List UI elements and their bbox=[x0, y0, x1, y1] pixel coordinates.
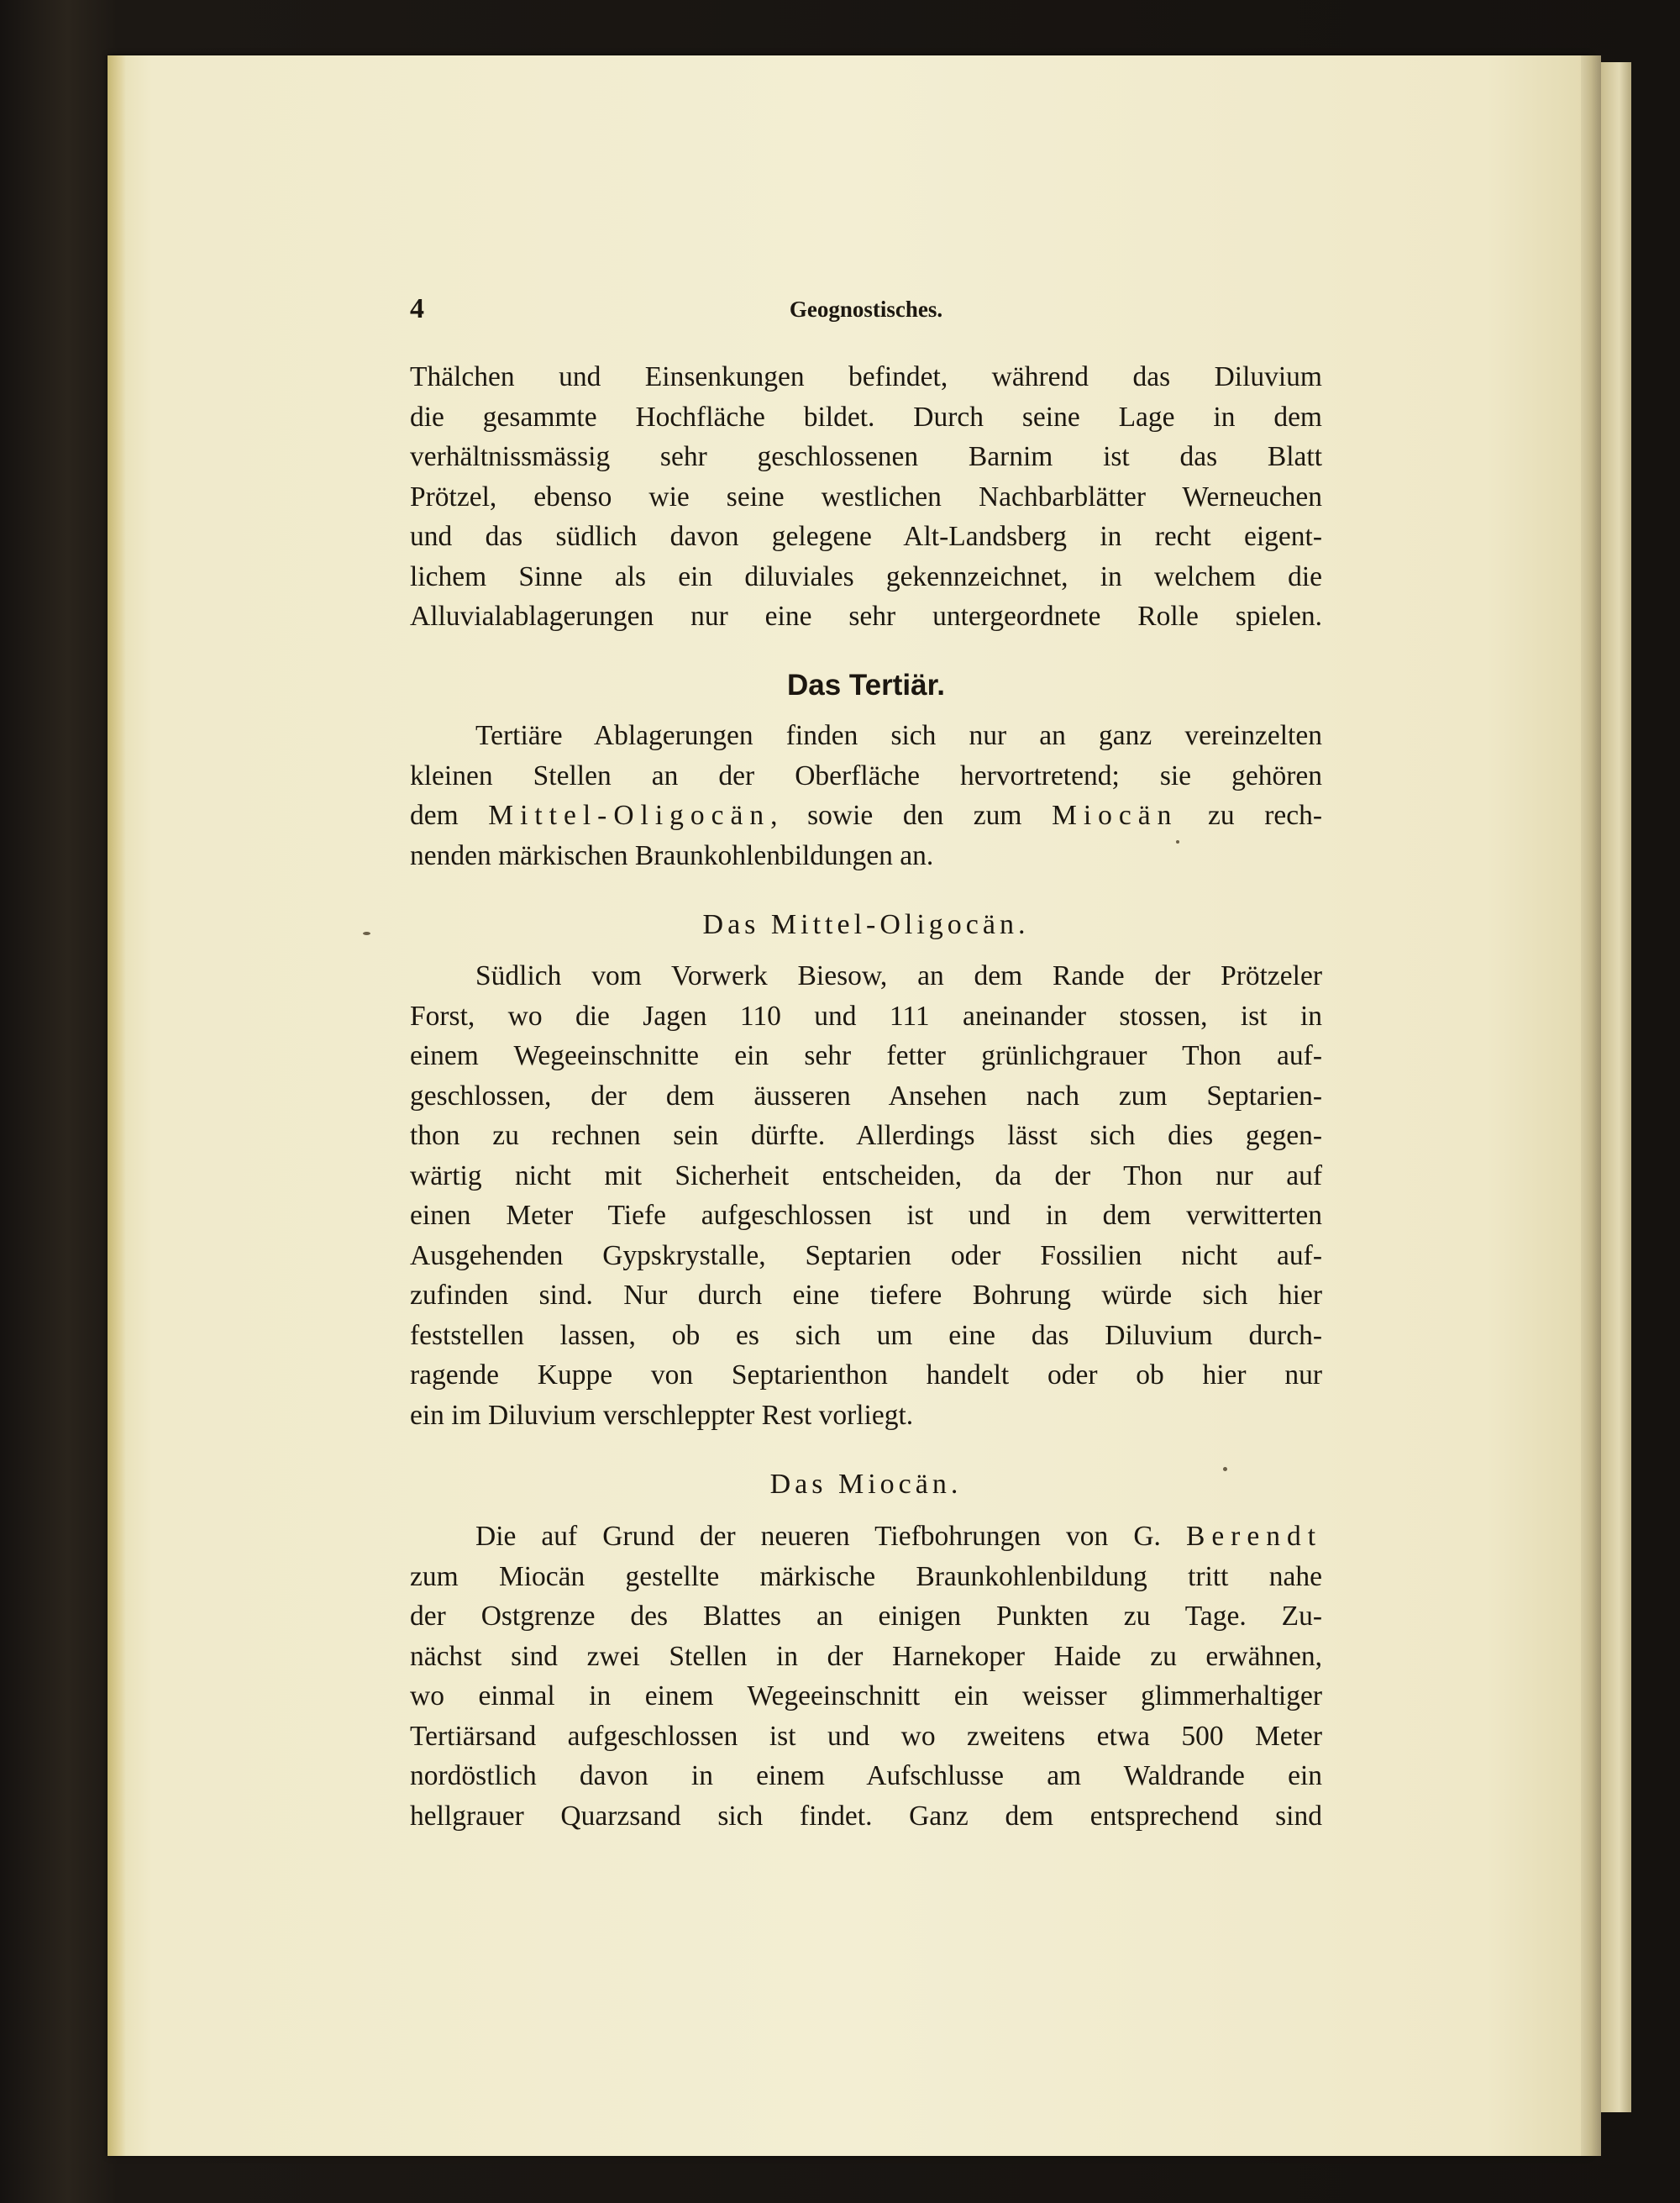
text-line: die gesammte Hochfläche bildet. Durch seine Lage in dem bbox=[410, 401, 1322, 433]
text-line: Alluvialablagerungen nur eine sehr untergeordnete Rolle spielen. bbox=[410, 601, 1322, 632]
text-line: nenden märkischen Braunkohlenbildungen an. bbox=[410, 839, 934, 871]
page-number: 4 bbox=[410, 293, 424, 324]
text-line: Tertiäre Ablagerungen finden sich nur an ganz vereinzelten bbox=[475, 720, 1322, 751]
text-line: ragende Kuppe von Septarienthon handelt oder ob hier nur bbox=[410, 1359, 1322, 1391]
text-line: feststellen lassen, ob es sich um eine das Diluvium durch- bbox=[410, 1319, 1322, 1351]
mittel-oligocaen-paragraph bbox=[410, 956, 1322, 1435]
text-line: hellgrauer Quarzsand sich findet. Ganz dem entsprechend sind bbox=[410, 1800, 1322, 1832]
text-line: geschlossen, der dem äusseren Ansehen nach zum Septarien- bbox=[410, 1080, 1322, 1112]
text-line-mixed bbox=[410, 796, 1322, 836]
spaced-term: Miocän bbox=[1052, 800, 1179, 831]
text-fragment: Die auf Grund der neueren Tiefbohrungen von G. bbox=[475, 1521, 1161, 1552]
text-line: wärtig nicht mit Sicherheit entscheiden, da der Thon nur auf bbox=[410, 1159, 1322, 1191]
running-title: Geognostisches. bbox=[789, 297, 943, 322]
text-fragment: , sowie den zum bbox=[770, 800, 1022, 831]
tertiaer-paragraph bbox=[410, 716, 1322, 875]
text-line: einem Wegeeinschnitte ein sehr fetter grünlichgrauer Thon auf- bbox=[410, 1040, 1322, 1071]
text-line: zufinden sind. Nur durch eine tiefere Bohrung würde sich hier bbox=[410, 1280, 1322, 1311]
text-line: lichem Sinne als ein diluviales gekennzeichnet, in welchem die bbox=[410, 560, 1322, 592]
section-heading-mittel-oligocaen: Das Mittel-Oligocän. bbox=[702, 909, 1030, 940]
running-head bbox=[410, 293, 1322, 327]
adjacent-page-edge bbox=[1601, 62, 1631, 2112]
text-line: der Ostgrenze des Blattes an einigen Punkten zu Tage. Zu- bbox=[410, 1601, 1322, 1632]
text-line: nächst sind zwei Stellen in der Harnekoper Haide zu erwähnen, bbox=[410, 1640, 1322, 1672]
text-line: kleinen Stellen an der Oberfläche hervortretend; sie gehören bbox=[410, 760, 1322, 791]
text-line: Südlich vom Vorwerk Biesow, an dem Rande der Prötzeler bbox=[475, 960, 1322, 991]
text-line: einen Meter Tiefe aufgeschlossen ist und in dem verwitterten bbox=[410, 1200, 1322, 1231]
page-fore-edge bbox=[1581, 55, 1601, 2156]
text-line: Tertiärsand aufgeschlossen ist und wo zweitens etwa 500 Meter bbox=[410, 1720, 1322, 1752]
intro-paragraph bbox=[410, 357, 1322, 637]
text-line: und das südlich davon gelegene Alt-Landsberg in recht eigent- bbox=[410, 521, 1322, 552]
text-line: zum Miocän gestellte märkische Braunkohlenbildung tritt nahe bbox=[410, 1560, 1322, 1592]
text-line: nordöstlich davon in einem Aufschlusse am Waldrande ein bbox=[410, 1760, 1322, 1791]
text-fragment: zu rech- bbox=[1208, 800, 1323, 831]
text-line: thon zu rechnen sein dürfte. Allerdings lässt sich dies gegen- bbox=[410, 1120, 1322, 1151]
spaced-term: Mittel-Oligocän bbox=[488, 800, 771, 831]
spaced-name: Berendt bbox=[1185, 1521, 1323, 1552]
scan-speck bbox=[363, 932, 370, 935]
text-line: Forst, wo die Jagen 110 und 111 aneinander stossen, ist in bbox=[410, 1000, 1322, 1032]
miocaen-paragraph bbox=[410, 1517, 1322, 1836]
section-heading-tertiaer: Das Tertiär. bbox=[786, 669, 946, 702]
text-line: wo einmal in einem Wegeeinschnitt ein weisser glimmerhaltiger bbox=[410, 1680, 1322, 1711]
text-line: ein im Diluvium verschleppter Rest vorliegt. bbox=[410, 1399, 914, 1431]
text-fragment: dem bbox=[410, 800, 459, 831]
page-gutter-edge bbox=[108, 55, 126, 2156]
text-line: Prötzel, ebenso wie seine westlichen Nachbarblätter Werneuchen bbox=[410, 481, 1322, 513]
text-line-mixed bbox=[410, 1517, 1322, 1557]
text-line: Thälchen und Einsenkungen befindet, während das Diluvium bbox=[410, 361, 1322, 392]
section-heading-miocaen: Das Miocän. bbox=[769, 1469, 963, 1500]
text-line: Ausgehenden Gypskrystalle, Septarien oder Fossilien nicht auf- bbox=[410, 1239, 1322, 1271]
text-line: verhältnissmässig sehr geschlossenen Barnim ist das Blatt bbox=[410, 441, 1322, 472]
